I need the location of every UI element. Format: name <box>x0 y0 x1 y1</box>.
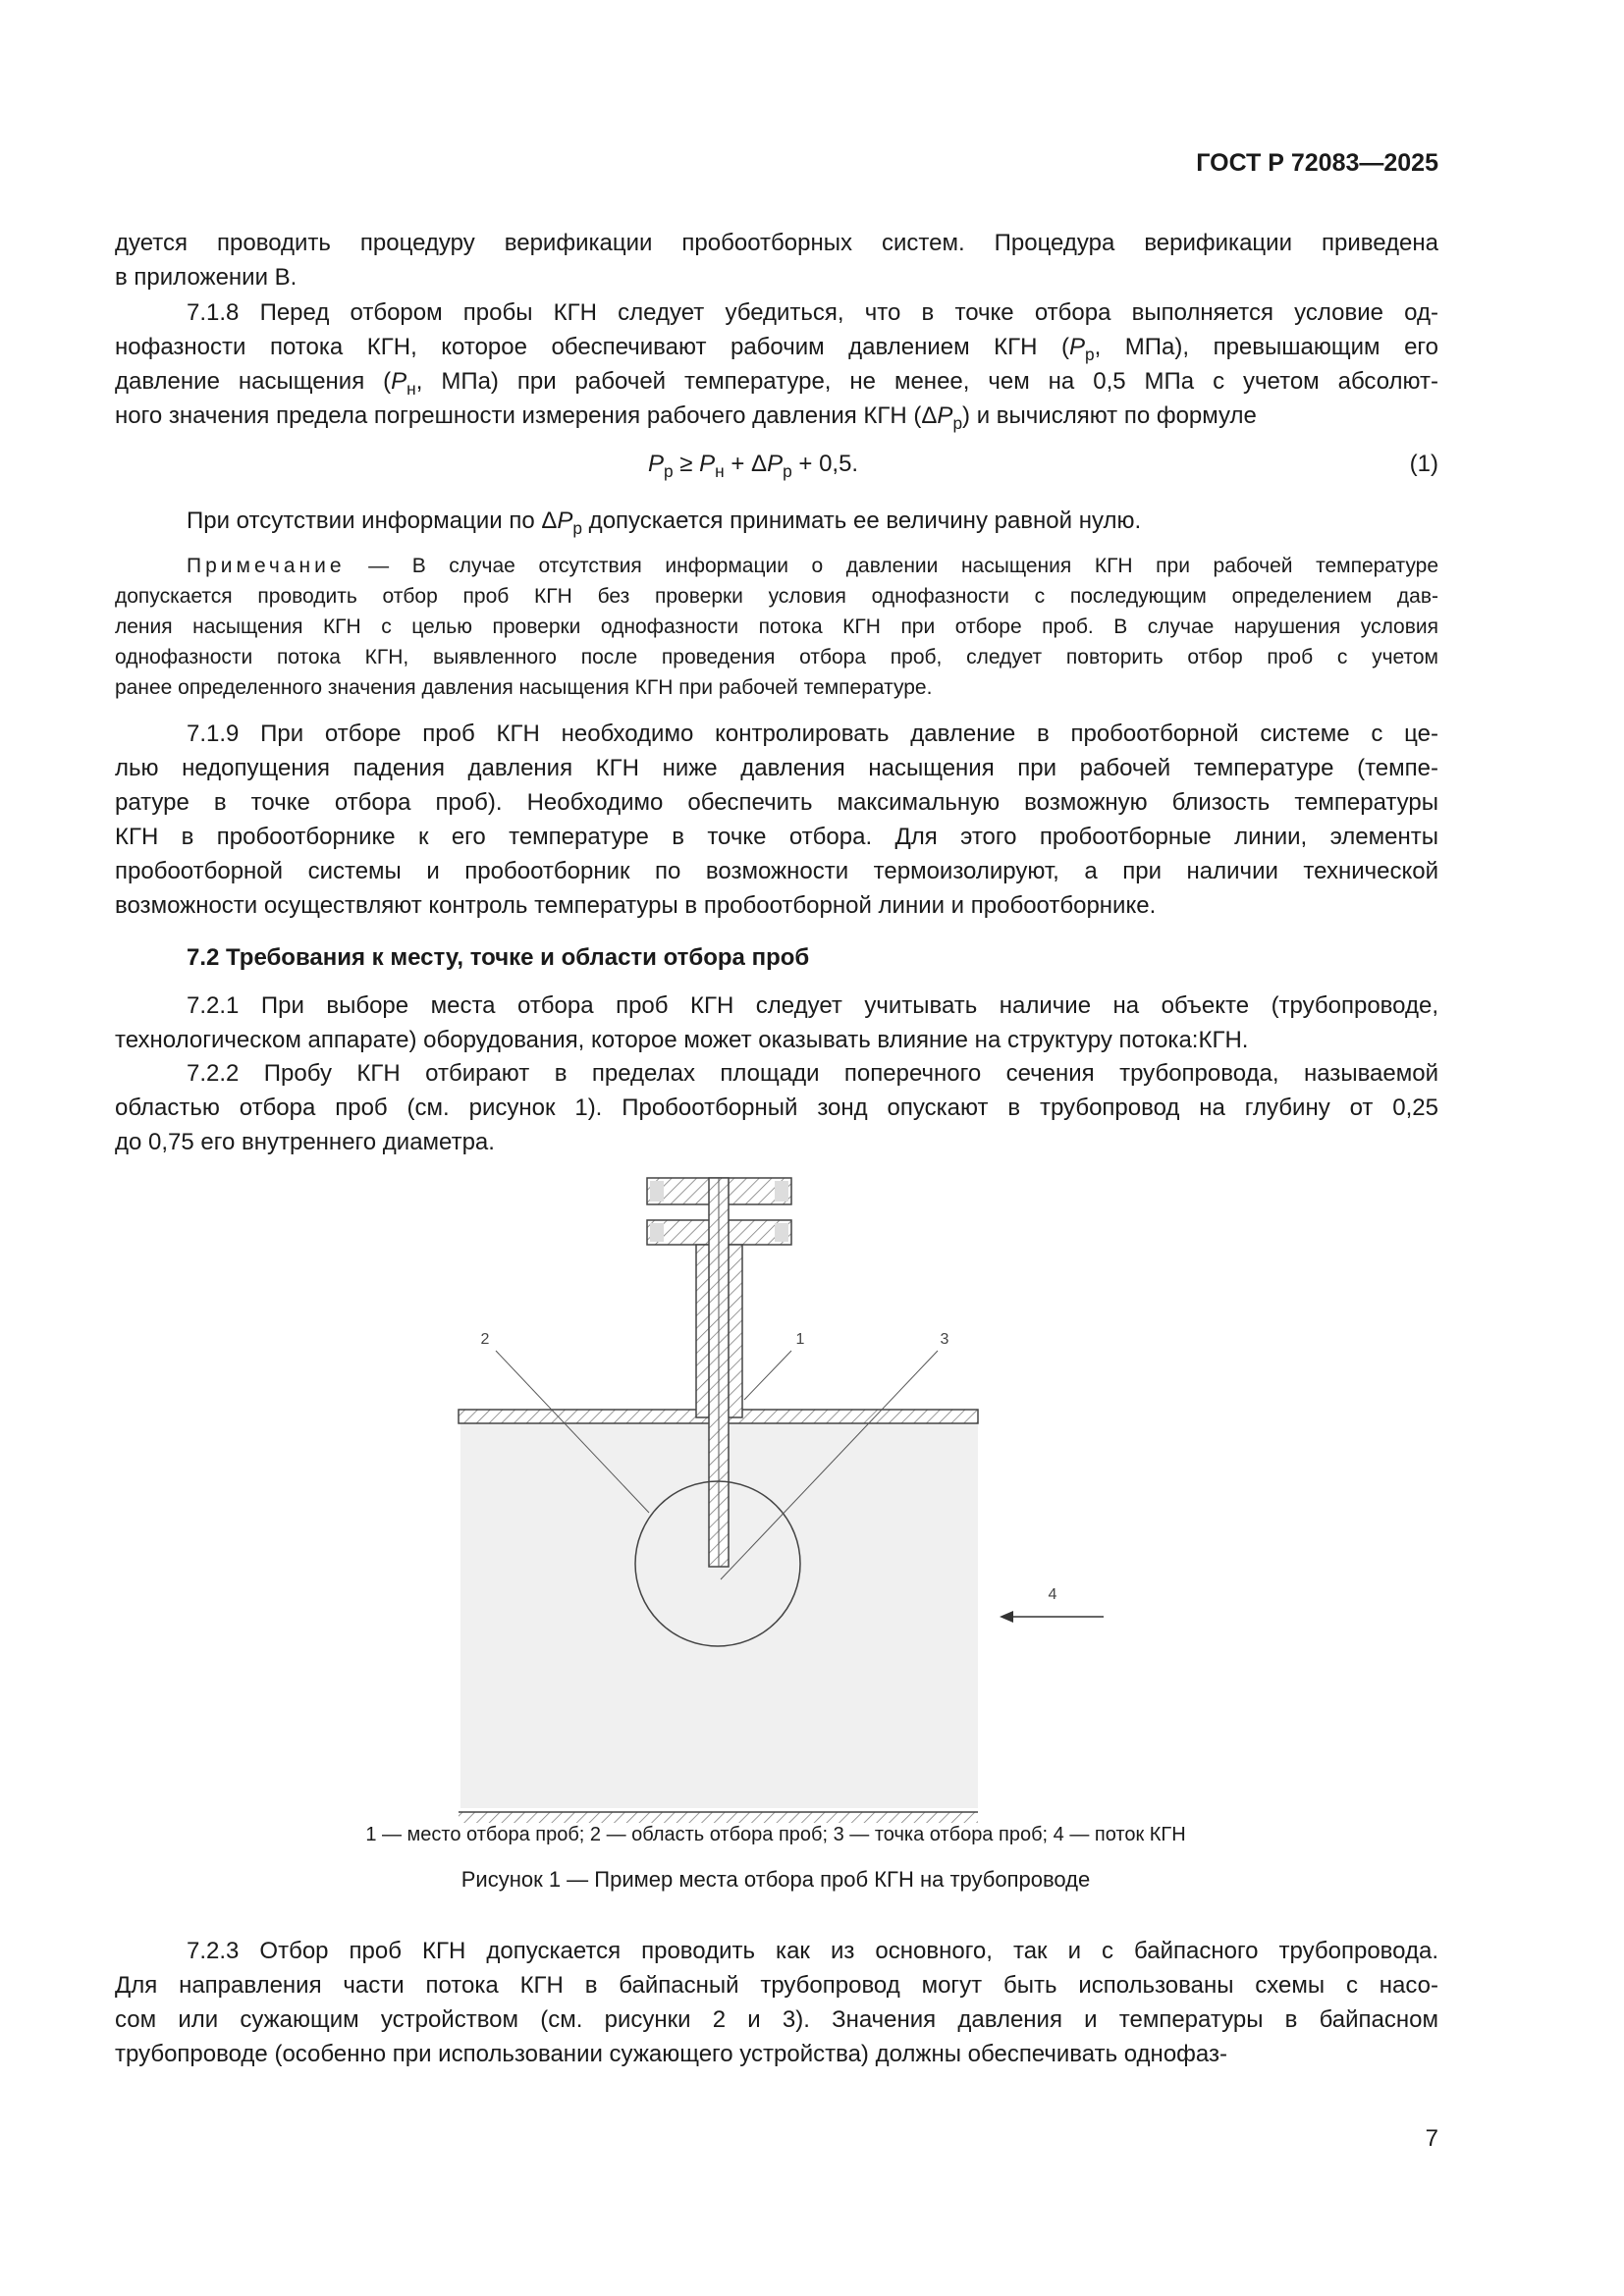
label-3: 3 <box>940 1331 949 1348</box>
section-heading: 7.2 Требования к месту, точке и области отбора проб <box>187 944 810 971</box>
formula-subscript: p <box>783 461 792 482</box>
text-run: 7.1.9 При отборе проб КГН необходимо контролировать давление в пробоотборной системе с це- <box>187 721 1438 747</box>
variable-subscript: p <box>572 518 583 539</box>
text-run: нофазности потока КГН, которое обеспечивают рабочим давлением КГН ( <box>115 334 1069 360</box>
formula-subscript: н <box>715 461 725 482</box>
text-run: 7.2.2 Пробу КГН отбирают в пределах площади поперечного сечения трубопровода, называемой <box>187 1060 1438 1087</box>
text-line <box>115 1934 1438 1968</box>
label-4: 4 <box>1048 1586 1057 1603</box>
text-run: дуется проводить процедуру верификации пробоотборных систем. Процедура верификации приведена <box>115 230 1438 256</box>
text-run: 7.1.8 Перед отбором пробы КГН следует убедиться, что в точке отбора выполняется условие од- <box>187 299 1438 326</box>
text-run: технологическом аппарате) оборудования, которое может оказывать влияние на структуру потока:КГН. <box>115 1027 1249 1053</box>
text-line <box>115 2002 1438 2037</box>
variable-subscript: p <box>1084 345 1095 365</box>
text-run: допускается принимать ее величину равной нулю. <box>582 507 1142 534</box>
formula-term: P <box>648 451 665 477</box>
variable-subscript: н <box>406 379 416 400</box>
text-run: возможности осуществляют контроль температуры в пробоотборной линии и пробоотборнике. <box>115 892 1157 919</box>
variable: P <box>391 368 407 395</box>
text-line <box>115 2037 1438 2071</box>
formula-term: P <box>767 451 784 477</box>
text-run: давление насыщения ( <box>115 368 392 395</box>
label-1: 1 <box>795 1331 805 1348</box>
text-run: допускается проводить отбор проб КГН без проверки условия однофазности с последующим определением дав- <box>115 585 1438 608</box>
text-run: ) и вычисляют по формуле <box>962 402 1257 429</box>
label-2: 2 <box>480 1331 490 1348</box>
arrow-head-icon <box>1000 1611 1013 1623</box>
text-run: областью отбора проб (см. рисунок 1). Пробоотборный зонд опускают в трубопровод на глубину от 0,25 <box>115 1095 1438 1121</box>
text-run: 7.2.3 Отбор проб КГН допускается проводить как из основного, так и с байпасного трубопровода. <box>187 1938 1438 1964</box>
variable: P <box>557 507 573 534</box>
text-run: в приложении В. <box>115 264 298 291</box>
note-label: Примечание <box>187 555 346 577</box>
formula-tail: + 0,5. <box>791 451 859 477</box>
page-number: 7 <box>1425 2125 1438 2152</box>
figure-legend: 1 — место отбора проб; 2 — область отбора проб; 3 — точка отбора проб; 4 — поток КГН <box>365 1824 1186 1845</box>
text-run: , МПа) при рабочей температуре, не менее, чем на 0,5 МПа с учетом абсолют- <box>415 368 1438 395</box>
formula-subscript: p <box>664 461 674 482</box>
text-run: Для направления части потока КГН в байпасный трубопровод могут быть использованы схемы с насо- <box>115 1972 1438 1999</box>
text-run: пробоотборной системы и пробоотборник по возможности термоизолируют, а при наличии технической <box>115 858 1438 884</box>
variable: P <box>937 402 953 429</box>
text-run: до 0,75 его внутреннего диаметра. <box>115 1129 495 1155</box>
formula-number: (1) <box>1409 451 1438 477</box>
text-line <box>115 1968 1438 2002</box>
figure-caption: Рисунок 1 — Пример места отбора проб КГН на трубопроводе <box>460 1867 1091 1892</box>
variable: P <box>1068 334 1085 360</box>
text-run: сом или сужающим устройством (см. рисунки 2 и 3). Значения давления и температуры в байпасном <box>115 2006 1438 2033</box>
text-run: КГН в пробоотборнике к его температуре в точке отбора. Для этого пробоотборные линии, элементы <box>115 824 1438 850</box>
text-run: лью недопущения падения давления КГН ниже давления насыщения при рабочей температуре (темпе- <box>115 755 1438 781</box>
text-run: однофазности потока КГН, выявленного после проведения отбора проб, следует повторить отбор проб с учетом <box>115 646 1438 668</box>
text-run: трубопроводе (особенно при использовании сужающего устройства) должны обеспечивать однофаз- <box>115 2041 1227 2067</box>
pipe-wall-bottom <box>459 1812 978 1823</box>
paragraph-7-2-3 <box>115 1934 1438 2071</box>
text-run: ратуре в точке отбора проб). Необходимо обеспечить максимальную возможную близость температуры <box>115 789 1438 816</box>
leader-line-1 <box>744 1351 791 1400</box>
formula-term: P <box>699 451 716 477</box>
text-run: 7.2.1 При выборе места отбора проб КГН следует учитывать наличие на объекте (трубопроводе, <box>187 992 1438 1019</box>
text-run: ления насыщения КГН с целью проверки однофазности потока КГН при отборе проб. В случае нарушения условия <box>115 615 1438 638</box>
text-run: При отсутствии информации по Δ <box>187 507 558 534</box>
text-run: ранее определенного значения давления насыщения КГН при рабочей температуре. <box>115 676 933 699</box>
text-run: ного значения предела погрешности измерения рабочего давления КГН (Δ <box>115 402 938 429</box>
document-number: ГОСТ Р 72083—2025 <box>1196 149 1438 177</box>
variable-subscript: p <box>952 413 963 434</box>
text-run: — В случае отсутствия информации о давлении насыщения КГН при рабочей температуре <box>345 555 1438 577</box>
formula-operator: ≥ <box>673 451 700 477</box>
text-run: , МПа), превышающим его <box>1094 334 1438 360</box>
formula-operator: + Δ <box>724 451 768 477</box>
